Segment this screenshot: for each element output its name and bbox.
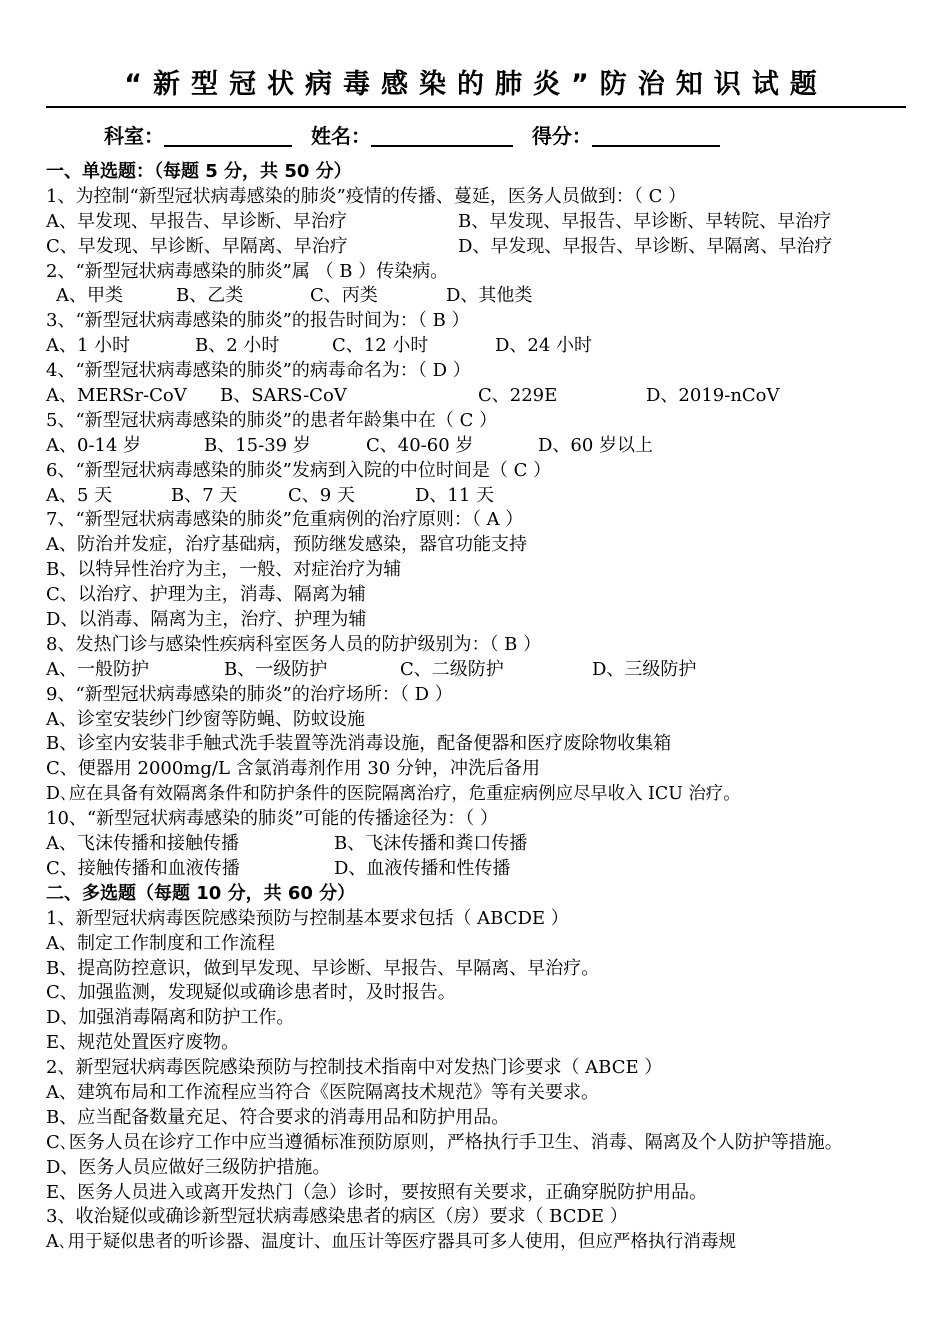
name-label: 姓名： xyxy=(310,124,371,148)
option-c: C､医务人员在诊疗工作中应当遵循标准预防原则，严格执行手卫生、消毒、隔离及个人防护等措施。 xyxy=(46,1131,843,1153)
option-a: A、防治并发症，治疗基础病，预防继发感染，器官功能支持 xyxy=(46,534,527,556)
option-b: B、以特异性治疗为主，一般、对症治疗为辅 xyxy=(46,559,402,581)
dept-label: 科室： xyxy=(104,124,164,148)
question-stem: 5、“新型冠状病毒感染的肺炎”的患者年龄集中在（ C ） xyxy=(46,409,498,431)
info-row xyxy=(104,121,732,151)
section-heading-single: 一、单选题：（每题 5 分，共 50 分） xyxy=(46,161,352,182)
option-row xyxy=(46,210,911,235)
option-b: B、早发现、早报告、早诊断、早转院、早治疗 xyxy=(458,210,832,232)
option-c: C、早发现、早诊断、早隔离、早治疗 xyxy=(46,235,348,257)
option-a: A、MERSr-CoV xyxy=(46,385,187,407)
option-b: B、乙类 xyxy=(176,285,244,307)
option-e: E、医务人员进入或离开发热门（急）诊时，要按照有关要求，正确穿脱防护用品。 xyxy=(46,1181,708,1203)
option-row xyxy=(46,857,911,882)
option-c: C、加强监测，发现疑似或确诊患者时，及时报告。 xyxy=(46,982,456,1004)
exam-title: “新型冠状病毒感染的肺炎”防治知识试题 xyxy=(46,64,906,108)
option-b: B、一级防护 xyxy=(224,658,328,680)
option-b: B、7 天 xyxy=(171,484,238,506)
option-d: D、早发现、早报告、早诊断、早隔离、早治疗 xyxy=(458,235,833,257)
option-row xyxy=(46,384,911,409)
option-d: D、三级防护 xyxy=(592,658,697,680)
option-c: C、229E xyxy=(478,385,558,407)
option-d: D、血液传播和性传播 xyxy=(334,857,511,879)
option-d: D、其他类 xyxy=(446,285,533,307)
option-c: C、40-60 岁 xyxy=(366,434,474,456)
option-a: A、建筑布局和工作流程应当符合《医院隔离技术规范》等有关要求。 xyxy=(46,1081,599,1103)
option-d: D、医务人员应做好三级防护措施。 xyxy=(46,1156,331,1178)
option-d: D、11 天 xyxy=(415,484,495,506)
option-a: A、诊室安装纱门纱窗等防蝇、防蚊设施 xyxy=(46,708,365,730)
option-b: B、飞沫传播和粪口传播 xyxy=(334,833,528,855)
option-b: B、诊室内安装非手触式洗手装置等洗消毒设施，配备便器和医疗废除物收集箱 xyxy=(46,733,672,755)
option-a: A､用于疑似患者的听诊器、温度计、血压计等医疗器具可多人使用，但应严格执行消毒规 xyxy=(46,1232,737,1253)
option-e: E、规范处置医疗废物。 xyxy=(46,1032,240,1054)
question-stem: 8、发热门诊与感染性疾病科室医务人员的防护级别为：（ B ） xyxy=(46,633,542,655)
option-row xyxy=(46,484,911,509)
question-stem: 2、新型冠状病毒医院感染预防与控制技术指南中对发热门诊要求（ ABCE ） xyxy=(46,1057,663,1079)
question-stem: 7、“新型冠状病毒感染的肺炎”危重病例的治疗原则：（ A ） xyxy=(46,509,524,531)
option-b: B、SARS-CoV xyxy=(220,385,347,407)
option-row xyxy=(46,235,911,260)
score-label: 得分： xyxy=(531,124,592,148)
question-stem: 4、“新型冠状病毒感染的肺炎”的病毒命名为：（ D ） xyxy=(46,360,471,382)
option-row xyxy=(46,832,911,857)
question-stem: 1、新型冠状病毒医院感染预防与控制基本要求包括（ ABCDE ） xyxy=(46,907,569,929)
option-c: C、12 小时 xyxy=(332,335,429,357)
option-d: D､应在具备有效隔离条件和防护条件的医院隔离治疗，危重症病例应尽早收入 ICU 治疗。 xyxy=(46,784,741,805)
option-b: B、提高防控意识，做到早发现、早诊断、早报告、早隔离、早治疗。 xyxy=(46,957,600,979)
question-stem: 2、“新型冠状病毒感染的肺炎”属 （ B ）传染病。 xyxy=(46,260,449,282)
option-b: B、15-39 岁 xyxy=(204,434,311,456)
option-a: A、一般防护 xyxy=(46,658,149,680)
option-d: D、60 岁以上 xyxy=(538,434,654,456)
question-stem: 1、为控制“新型冠状病毒感染的肺炎”疫情的传播、蔓延，医务人员做到：（ C ） xyxy=(46,185,687,207)
question-stem: 3、收治疑似或确诊新型冠状病毒感染患者的病区（房）要求（ BCDE ） xyxy=(46,1206,628,1228)
question-stem: 9、“新型冠状病毒感染的肺炎”的治疗场所：（ D ） xyxy=(46,683,453,705)
option-a: A、制定工作制度和工作流程 xyxy=(46,932,275,954)
exam-content xyxy=(46,160,911,1255)
option-d: D、加强消毒隔离和防护工作。 xyxy=(46,1007,295,1029)
option-d: D、以消毒、隔离为主，治疗、护理为辅 xyxy=(46,609,367,631)
option-row xyxy=(46,658,911,683)
option-a: A、早发现、早报告、早诊断、早治疗 xyxy=(46,210,347,232)
option-row xyxy=(46,434,911,459)
option-row xyxy=(46,334,911,359)
option-c: C、二级防护 xyxy=(400,658,504,680)
option-a: A、5 天 xyxy=(46,484,113,506)
option-a: A、1 小时 xyxy=(46,335,131,357)
question-stem: 6、“新型冠状病毒感染的肺炎”发病到入院的中位时间是（ C ） xyxy=(46,459,552,481)
option-a: A、0-14 岁 xyxy=(46,434,142,456)
name-blank[interactable] xyxy=(371,121,513,147)
question-stem: 10、“新型冠状病毒感染的肺炎”可能的传播途径为：（ ） xyxy=(46,808,499,830)
score-blank[interactable] xyxy=(592,121,720,147)
option-b: B、2 小时 xyxy=(195,335,280,357)
option-c: C、9 天 xyxy=(288,484,355,506)
option-b: B、应当配备数量充足、符合要求的消毒用品和防护用品。 xyxy=(46,1106,510,1128)
option-c: C、接触传播和血液传播 xyxy=(46,857,240,879)
option-d: D、24 小时 xyxy=(495,335,593,357)
option-d: D、2019-nCoV xyxy=(646,385,780,407)
option-c: C、以治疗、护理为主，消毒、隔离为辅 xyxy=(46,584,366,606)
section-heading-multi: 二、多选题（每题 10 分，共 60 分） xyxy=(46,882,356,904)
option-c: C、便器用 2000mg/L 含氯消毒剂作用 30 分钟，冲洗后备用 xyxy=(46,758,540,780)
question-stem: 3、“新型冠状病毒感染的肺炎”的报告时间为：（ B ） xyxy=(46,310,470,332)
dept-blank[interactable] xyxy=(164,121,292,147)
option-row xyxy=(46,284,911,309)
option-a: A、甲类 xyxy=(56,285,123,307)
option-c: C、丙类 xyxy=(310,285,378,307)
option-a: A、飞沫传播和接触传播 xyxy=(46,833,239,855)
